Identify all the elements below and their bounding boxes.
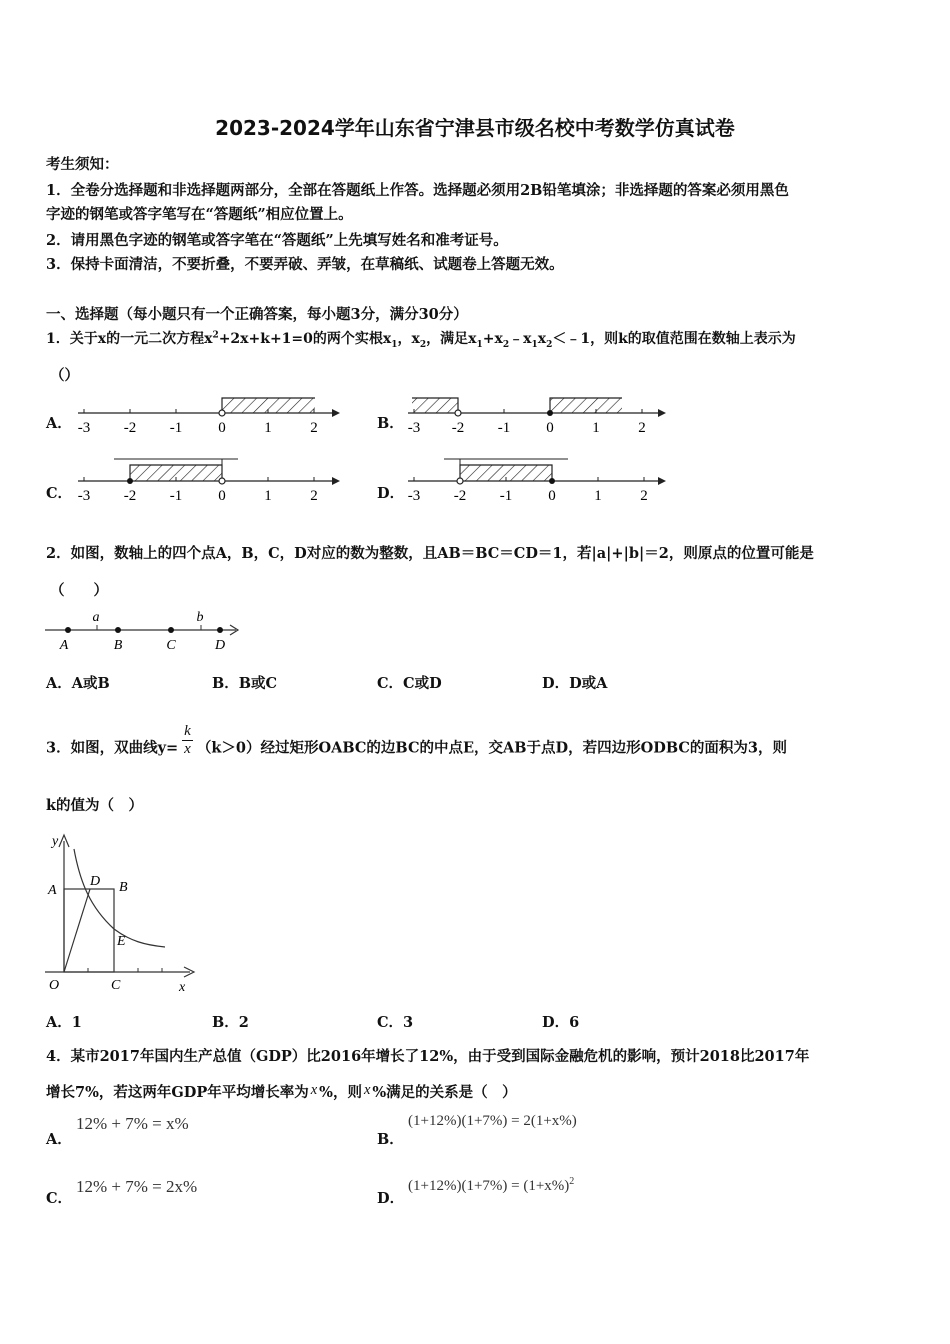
tick-label: 0 — [218, 488, 226, 504]
page-title: 2023-2024学年山东省宁津县市级名校中考数学仿真试卷 — [215, 116, 735, 140]
axis-arrow — [332, 409, 340, 417]
open-point — [455, 410, 461, 416]
point-a — [65, 627, 71, 633]
q3-stem-end: k的值为（ ） — [46, 797, 144, 814]
q4-option-a-label: A． — [46, 1131, 72, 1148]
tick-label: -1 — [499, 488, 513, 504]
label-D: D — [90, 874, 101, 889]
tick-label: 2 — [640, 488, 648, 504]
point-c — [168, 627, 174, 633]
tick-label: 0 — [548, 488, 556, 504]
tick-label: 1 — [594, 488, 602, 504]
tick-label: 2 — [638, 420, 646, 436]
tick-label: 0 — [546, 420, 554, 436]
q1-stem: 1．关于x的一元二次方程$x^2+2x+k+1=0$的两个实根$x_1$，$x_2$，满足$x_1+x_2﹣x_1x_2<﹣1$，则k的取值范围在数轴上表示为 — [46, 330, 796, 350]
tick-label: 1 — [264, 420, 272, 436]
label-b-value: b — [196, 610, 204, 625]
q4-option-b-formula: (1+12%)(1+7%) = 2(1+x%) — [408, 1113, 577, 1129]
q1-option-c-label: C． — [46, 485, 73, 502]
q4-option-b-label: B． — [377, 1131, 404, 1148]
tick-label: -2 — [123, 420, 137, 436]
q3-option-b: B．2 — [212, 1014, 249, 1031]
axis-arrow — [658, 409, 666, 417]
label-a-value: a — [92, 610, 100, 625]
q1-numberline-b — [400, 392, 670, 440]
tick-label: -3 — [77, 420, 91, 436]
q3-stem: 3．如图，双曲线y= $\frac{k}{x}$ （k＞0）经过矩形OABC的边BC的中点E，交AB于点D，若四边形ODBC的面积为3，则 — [46, 723, 787, 757]
q3-option-d: D．6 — [542, 1014, 580, 1031]
q2-option-c: C．C或D — [377, 675, 442, 692]
tick-label: 1 — [592, 420, 600, 436]
label-x: x — [179, 980, 186, 995]
segment-od — [64, 889, 90, 972]
tick-label: 0 — [218, 420, 226, 436]
q1-option-a-label: A． — [46, 415, 72, 432]
notice-line-1: 1．全卷分选择题和非选择题两部分，全部在答题纸上作答。选择题必须用2B铅笔填涂；非选择题的答案必须用黑色 — [46, 182, 789, 199]
label-A: A — [48, 883, 57, 898]
q3-option-a: A．1 — [46, 1014, 82, 1031]
point-b — [115, 627, 121, 633]
label-y: y — [52, 834, 59, 849]
notice-line-1b: 字迹的钢笔或答字笔写在“答题纸”相应位置上。 — [46, 206, 353, 223]
q4-option-d-label: D． — [377, 1190, 405, 1207]
tick-label: -2 — [123, 488, 137, 504]
label-C: C — [166, 638, 176, 653]
label-B: B — [113, 638, 123, 653]
q4-stem: 4．某市2017年国内生产总值（GDP）比2016年增长了12%，由于受到国际金融危机的影响，预计2018比2017年 — [46, 1048, 810, 1065]
axis-arrow — [658, 477, 666, 485]
tick-label: 1 — [264, 488, 272, 504]
tick-label: 2 — [310, 488, 318, 504]
q1-numberline-c — [70, 455, 340, 510]
closed-point — [127, 478, 133, 484]
closed-point — [549, 478, 555, 484]
hatch-region — [550, 398, 622, 413]
rectangle-oabc — [64, 889, 114, 972]
tick-label: -3 — [77, 488, 91, 504]
q2-stem: 2．如图，数轴上的四个点A，B，C，D对应的数为整数，且AB＝BC＝CD＝1，若|a|+|b|＝2，则原点的位置可能是 — [46, 545, 814, 562]
q4-option-c-label: C． — [46, 1190, 73, 1207]
q2-option-b: B．B或C — [212, 675, 278, 692]
tick-label: -2 — [451, 420, 465, 436]
q3-figure — [40, 827, 210, 997]
tick-label: -1 — [169, 488, 183, 504]
open-point — [219, 410, 225, 416]
open-point — [457, 478, 463, 484]
tick-label: -3 — [407, 488, 421, 504]
label-E: E — [117, 934, 126, 949]
tick-label: -3 — [407, 420, 421, 436]
q2-option-d: D．D或A — [542, 675, 608, 692]
label-C: C — [111, 978, 121, 993]
tick-label: -1 — [169, 420, 183, 436]
point-d — [217, 627, 223, 633]
q1-option-b-label: B． — [377, 415, 404, 432]
q4-option-d-formula: $(1+12\%)(1+7\%) = (1+x\%)^2$ — [408, 1176, 575, 1194]
q3-option-c: C．3 — [377, 1014, 414, 1031]
label-O: O — [49, 978, 60, 993]
axis-arrow — [332, 477, 340, 485]
closed-point — [547, 410, 553, 416]
q1-numberline-d — [400, 455, 670, 510]
notice-line-2: 2．请用黑色字迹的钢笔或答字笔在“答题纸”上先填写姓名和准考证号。 — [46, 232, 508, 249]
tick-label: 2 — [310, 420, 318, 436]
q4-option-a-formula: 12% + 7% = x% — [76, 1114, 189, 1133]
label-B: B — [119, 880, 128, 895]
q1-numberline-a — [70, 392, 340, 440]
tick-label: -2 — [453, 488, 467, 504]
q4-stem-line2: 增长7%，若这两年GDP年平均增长率为 x %，则 x %满足的关系是（ ） — [46, 1082, 517, 1101]
q1-option-d-label: D． — [377, 485, 405, 502]
section-heading: 一、选择题（每小题只有一个正确答案，每小题3分，满分30分） — [46, 306, 468, 323]
label-A: A — [59, 638, 69, 653]
hatch-region — [412, 398, 458, 413]
q2-paren: （ ） — [50, 582, 108, 599]
tick-label: -1 — [497, 420, 511, 436]
open-point — [219, 478, 225, 484]
q2-option-a: A．A或B — [46, 675, 110, 692]
notice-line-3: 3．保持卡面清洁，不要折叠，不要弄破、弄皱，在草稿纸、试题卷上答题无效。 — [46, 256, 564, 273]
q4-option-c-formula: 12% + 7% = 2x% — [76, 1177, 198, 1196]
q2-numberline — [40, 605, 245, 655]
label-D: D — [214, 638, 226, 653]
q1-paren: （） — [50, 367, 79, 384]
notice-heading: 考生须知： — [46, 156, 119, 173]
